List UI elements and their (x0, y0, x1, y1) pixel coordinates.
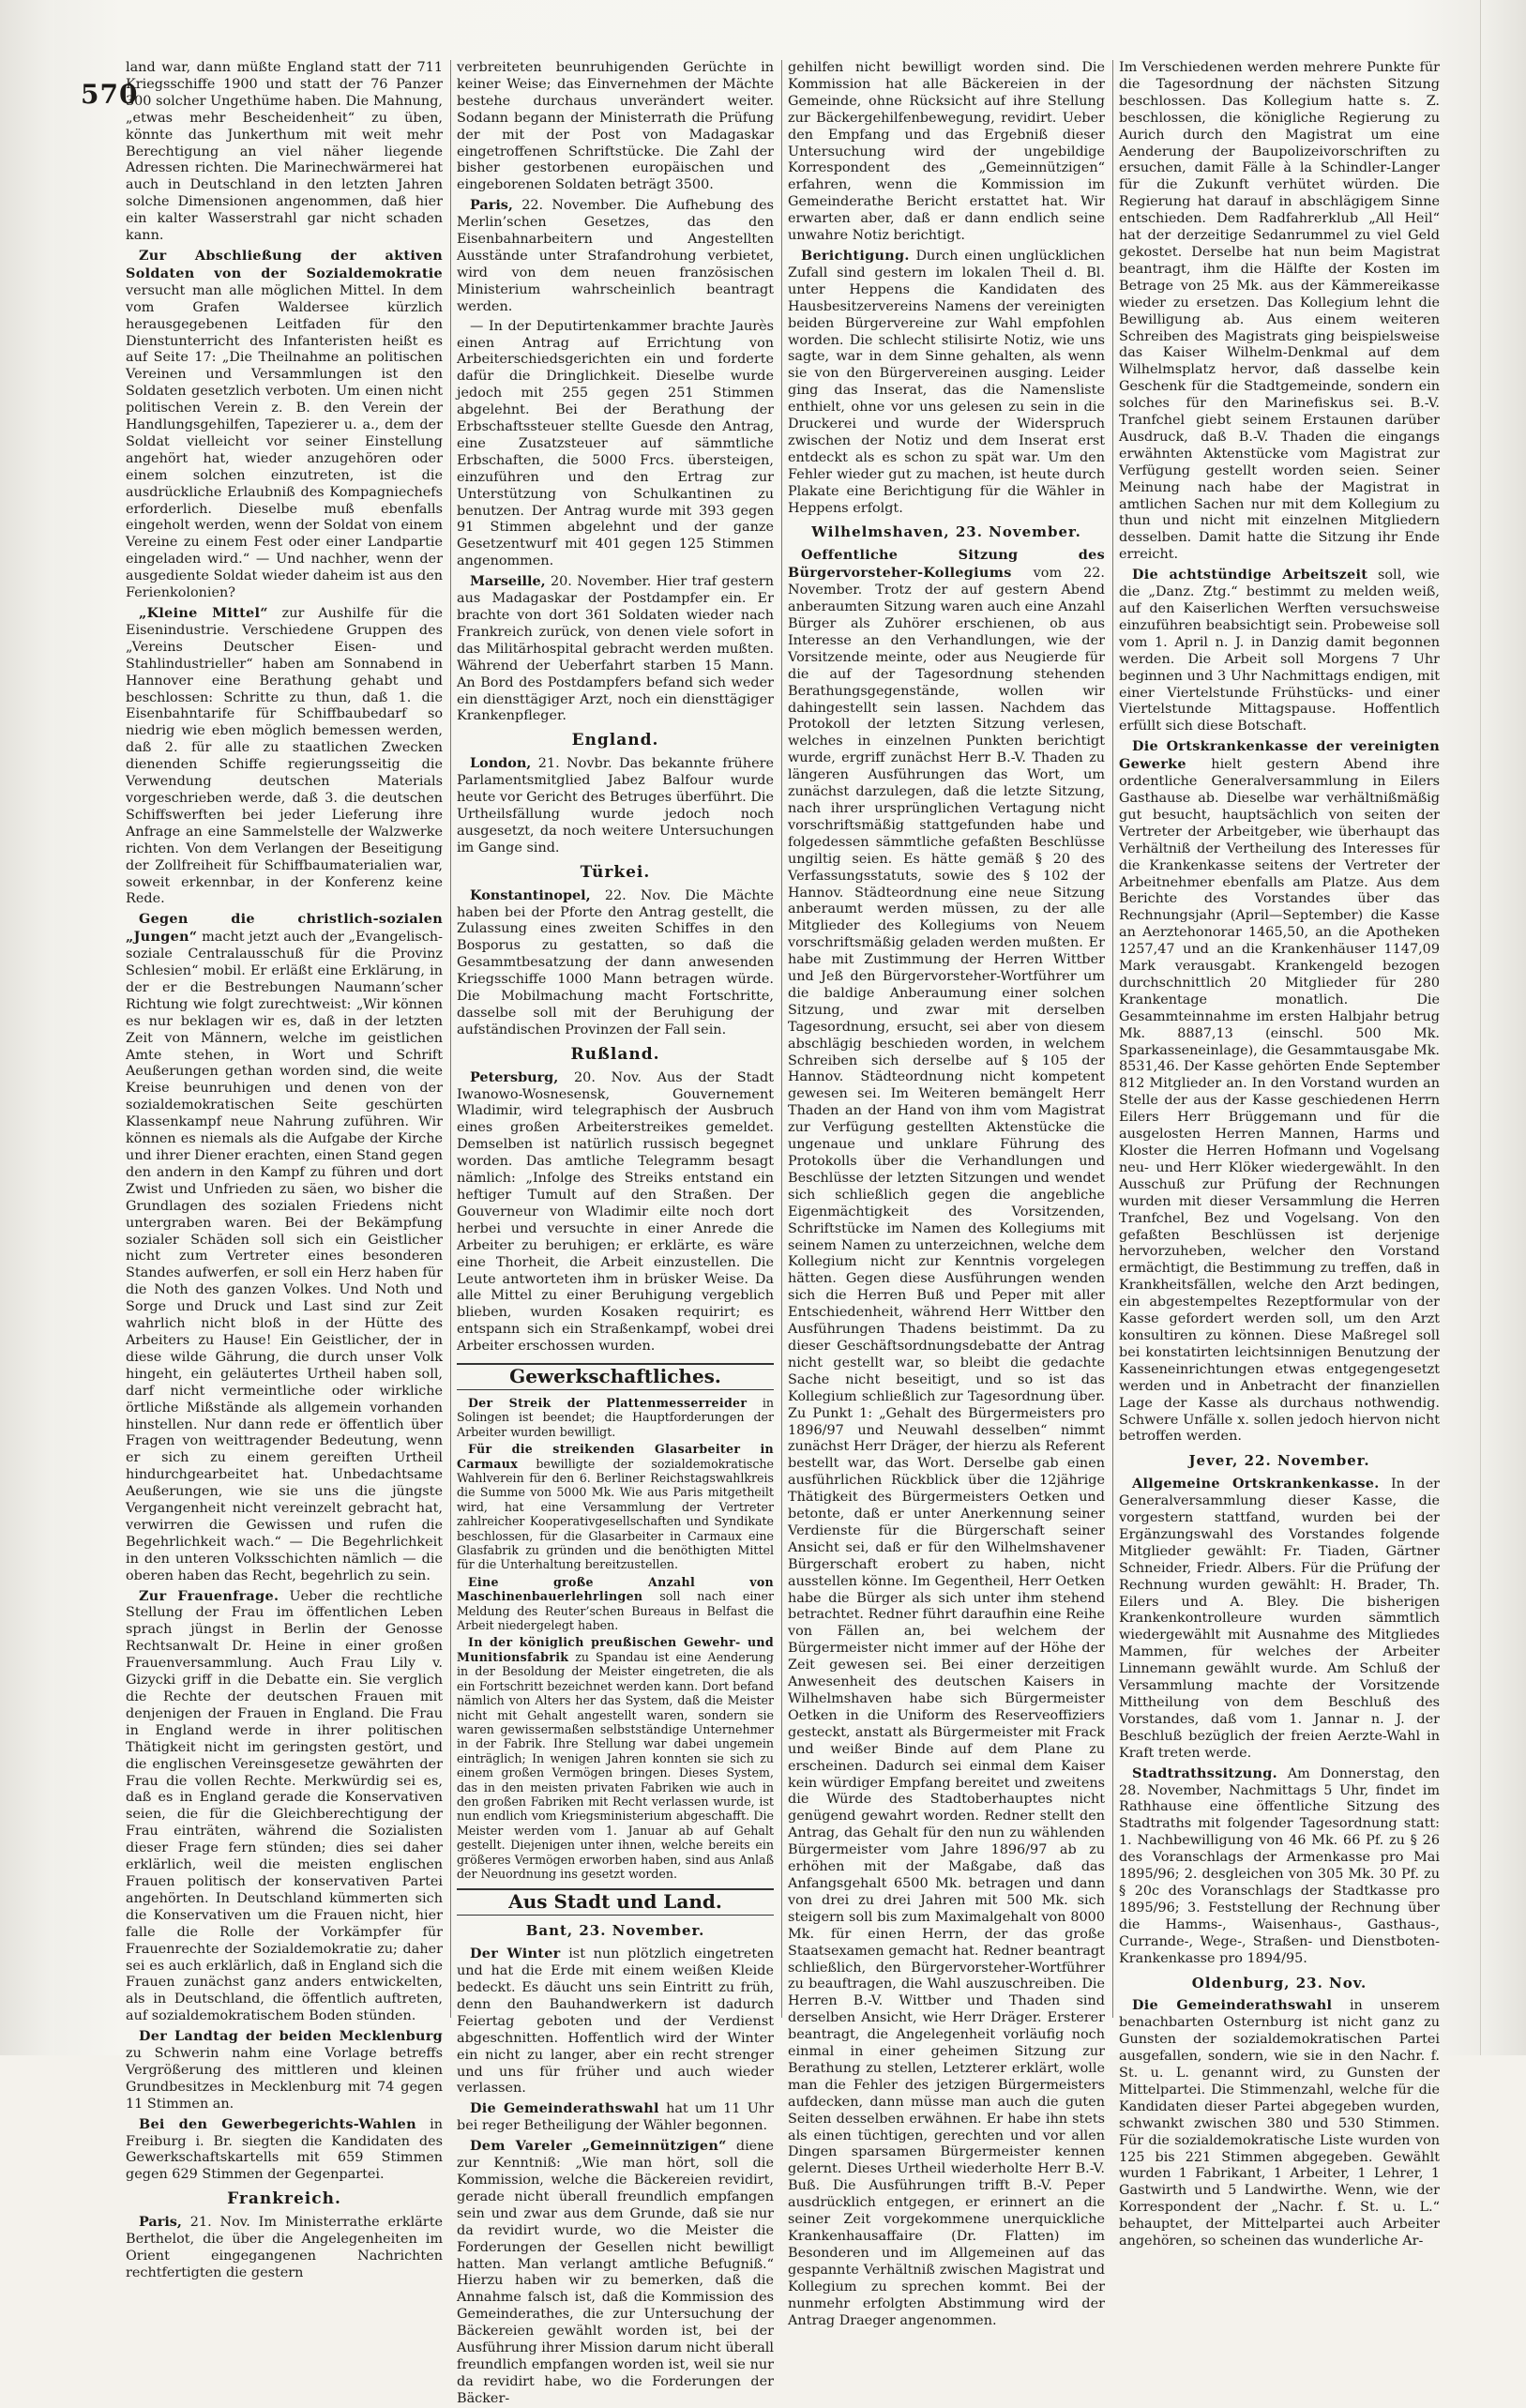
page-left-margin (0, 0, 54, 2055)
article-text: 22. Nov. Die Mächte haben bei der Pforte den Antrag gestellt, die Zulassung eines zweiten Schiffes in den Bosporus zu gestatten, so daß die Gesammtbesatzung der dann anwesenden Kriegsschiffe 1000 Mann betragen würde. Die Mobilmachung macht Fortschritte, dasselbe soll mit der Beruhigung der aufständischen Provinzen der Fall sein. (457, 887, 774, 1037)
article-text: vom 22. November. Trotz der auf gestern Abend anberaumten Sitzung waren auch eine Anzahl Bürger als Zuhörer erschienen, ob aus Interesse an den Verhandlungen, wie der Vorsitzende meinte, oder aus Neugierde für die auf der Tagesordnung stehenden Berathungsgegenstände, wollen wir dahingestellt sein lassen. Nachdem das Protokoll der letzten Sitzung verlesen, welches in einzelnen Punkten berichtigt wurde, ergriff zunächst Herr B.-V. Thaden zu längeren Ausführungen das Wort, um zunächst darzulegen, daß die letzte Sitzung, nach ihrer ursprünglichen Vertagung nicht vorschriftsmäßig stattgefunden habe und folgedessen sämmtliche gefaßten Beschlüsse ungiltig seien. Es hätte gemäß § 20 des Verfassungsstatuts, sowie des § 102 der Hannov. Städteordnung eine neue Sitzung anberaumt werden müssen, zu der alle Mitglieder des Kollegiums von Neuem vorschriftsmäßig geladen werden mußten. Er habe mit Zustimmung der Herren Wittber und Jeß den Bürgervorsteher-Wortführer um die baldige Anberaumung einer solchen Sitzung, und zwar mit derselben Tagesordnung, ersucht, sei aber von diesem abschlägig beschieden worden, in welchem Schreiben sich derselbe auf § 105 der Hannov. Städteordnung nicht kompetent gewesen sei. Im Weiteren bemängelt Herr Thaden an der Hand von ihm vom Magistrat zur Verfügung gestellten Aktenstücke die ungenaue und unklare Führung des Protokolls über die Verhandlungen und Beschlüsse der letzten Sitzungen und wendet sich schließlich gegen die angebliche Eigenmächtigkeit des Vorsitzenden, Schriftstücke im Namen des Kollegiums mit seinem Namen zu unterzeichnen, welche dem Kollegium nicht zur Kenntnis vorgelegen hätten. Gegen diese Ausführungen wenden sich die Herren Buß und Peper mit aller Entschiedenheit, während Herr Wittber den Ausführungen Thadens beistimmt. Da zu dieser Geschäftsordnungsdebatte der Antrag nicht gestellt war, so bleibt die gedachte Sache nicht beseitigt, und so ist das Kollegium schließlich zur Tagesordnung über. Zu Punkt 1: „Gehalt des Bürgermeisters pro 1896/97 und Neuwahl desselben“ nimmt zunächst Herr Dräger, der hierzu als Referent bestellt war, das Wort. Derselbe gab einen ausführlichen Rückblick über die 12jährige Thätigkeit des Bürgermeisters Oetken und betonte, daß er unter Anerkennung seiner Verdienste für die Bürgerschaft seiner Ansicht sei, daß er für den Wilhelmshavener Bürgerschaft erobert zu haben, nicht ausstellen könne. Im Gegentheil, Herr Oetken habe die Bürger als sich unter ihm stehend betrachtet. Redner führt daraufhin eine Reihe von Fällen an, bei welchem der Bürgermeister nicht immer auf der Höhe der Zeit gewesen sei. Bei einer derzeitigen Anwesenheit des deutschen Kaisers in Wilhelmshaven habe sich Bürgermeister Oetken in die Uniform des Reserveoffiziers gesteckt, anstatt als Bürgermeister mit Frack und weißer Binde auf dem Plane zu erscheinen. Dadurch sei einmal dem Kaiser kein würdiger Empfang bereitet und zweitens die Würde des Stadtoberhauptes nicht genügend gewahrt worden. Redner stellt den Antrag, das Gehalt für den nun zu wählenden Bürgermeister vom Jahre 1896/97 ab zu erhöhen mit der Maßgabe, daß das Anfangsgehalt 6500 Mk. betragen und dann von drei zu drei Jahren mit 500 Mk. sich steigern soll bis zum Maximalgehalt von 8000 Mk. für einen Herrn, der das große Staatsexamen gemacht hat. Redner beantragt schließlich, den Bürgervorsteher-Wortführer zu beauftragen, die Wahl auszuschreiben. Die Herren B.-V. Wittber und Thaden sind derselben Ansicht, wie Herr Dräger. Ersterer beantragt, die Angelegenheit vorläufig noch einmal in einer geheimen Sitzung zur Berathung zu stellen, Letzterer erklärt, wolle man die Fehler des jetzigen Bürgermeisters aufdecken, dann müsse man auch die guten Seiten desselben erwähnen. Er habe ihn stets als einen tüchtigen, gerechten und vor allen Dingen sparsamen Bürgermeister kennen gelernt. Dieses Urtheil wiederholte Herr B.-V. Buß. Die Ausführungen trifft B.-V. Peper ausdrücklich entgegen, er erinnert an die seiner Zeit vorgekommene unerquickliche Krankenhausaffaire (Dr. Flatten) im Besonderen und im Allgemeinen auf das gespannte Verhältniß zwischen Magistrat und Kollegium zu sprechen kommt. Bei der nunmehr erfolgten Abstimmung wird der Antrag Draeger angenommen. (788, 566, 1105, 2328)
article-keyword: Der Landtag der beiden Mecklenburg (139, 2028, 443, 2045)
article-dateline: Petersburg, (470, 1068, 559, 1085)
article-keyword: Für die streikenden Glasarbeiter in Carmaux (457, 1442, 774, 1471)
article-text: 21. Nov. Im Ministerrathe erklärte Berthelot, die über die Angelegenheiten im Orient eingegangenen Nachrichten rechtfertigten die gestern (126, 2215, 443, 2280)
article-text: 22. November. Die Aufhebung des Merlin’schen Gesetzes, das den Eisenbahnarbeitern und Angestellten Ausstände unter Strafandrohung verbietet, wird von dem neuen französischen Ministerium wahrscheinlich beantragt werden. (457, 198, 774, 314)
article-paragraph (457, 1635, 774, 1881)
article-keyword: Die Gemeinderathswahl (1132, 1997, 1333, 2014)
section-heading: Gewerkschaftliches. (457, 1363, 774, 1390)
article-keyword: Oeffentliche Sitzung des Bürgervorsteher-Kollegiums (788, 547, 1105, 582)
dateline-heading: Oldenburg, 23. Nov. (1191, 1974, 1367, 1992)
article-dateline: Paris, (470, 197, 513, 214)
article-paragraph (457, 319, 774, 571)
column-rule (450, 60, 451, 2018)
column-1 (126, 60, 443, 2280)
article-paragraph (126, 60, 443, 245)
section-heading: England. (571, 731, 659, 750)
article-paragraph (457, 1946, 774, 2098)
section-heading: Aus Stadt und Land. (457, 1888, 774, 1916)
small-print-block (457, 1635, 774, 1881)
article-text: 20. Nov. Aus der Stadt Iwanowo-Wosnesensk, Gouvernement Wladimir, wird telegraphisch der Ausbruch eines großen Arbeiterstreikes gemeldet. Demselben ist natürlich russisch begegnet worden. Das amtliche Telegramm besagt nämlich: „Infolge des Streiks entstand ein heftiger Tumult auf den Straßen. Der Gouverneur von Wladimir eilte noch dort herbei und versuchte in einer Anrede die Arbeiter zu beruhigen; er erklärte, es wäre eine Thorheit, die Arbeit einzustellen. Die Leute antworteten ihm in brüsker Weise. Da alle Mittel zu einer Beruhigung vergeblich blieben, wurden Kosaken requirirt; es entspann sich ein Straßenkampf, wobei drei Arbeiter erschossen wurden. (457, 1069, 774, 1355)
article-paragraph (457, 573, 774, 725)
dateline-heading: Bant, 23. November. (525, 1922, 705, 1940)
small-print-block (457, 1442, 774, 1572)
article-text: — In der Deputirtenkammer brachte Jaurès einen Antrag auf Errichtung von Arbeiterschiedsgerichten ein und forderte dafür die Dringlichkeit. Dieselbe wurde jedoch mit 255 gegen 251 Stimmen abgelehnt. Bei der Berathung der Erbschaftssteuer stellte Guesde den Antrag, eine Zusatzsteuer auf sämmtliche Erbschaften, die 5000 Frcs. übersteigen, einzuführen und den Ertrag zur Unterstützung von Schulkantinen zu benutzen. Der Antrag wurde mit 393 gegen 91 Stimmen abgelehnt und der ganze Gesetzentwurf mit 401 gegen 125 Stimmen angenommen. (457, 318, 774, 569)
small-print-block (457, 1575, 774, 1633)
article-text: 20. November. Hier traf gestern aus Madagaskar der Postdampfer ein. Er brachte von dort 361 Soldaten wieder nach Frankreich zurück, von denen viele sofort in das Militärhospital gebracht werden mußten. Während der Ueberfahrt starben 15 Mann. An Bord des Postdampfers befand sich weder ein diensttägiger Arzt, noch ein diensttägiger Krankenpfleger. (457, 574, 774, 724)
article-keyword: „Kleine Mittel“ (139, 605, 268, 621)
article-paragraph (457, 887, 774, 1039)
article-paragraph (457, 1575, 774, 1633)
article-paragraph (1119, 1476, 1440, 1762)
article-text: Im Verschiedenen werden mehrere Punkte für die Tagesordnung der nächsten Sitzung beschlossen. Das Kollegium hatte s. Z. beschlossen, die königliche Regierung zu Aurich durch den Magistrat um eine Aenderung der Baupolizeivorschriften zu ersuchen, damit Fälle à la Schindler-Langer für die Zukunft verhütet würden. Die Regierung hat darauf in abschlägigem Sinne entschieden. Dem Radfahrerklub „All Heil“ hat der derzeitige Sedanrummel zu viel Geld gekostet. Derselbe hat nun beim Magistrat beantragt, ihm die Hälfte der Kosten im Betrage von 25 Mk. aus der Kämmereikasse wieder zu ersetzen. Das Kollegium lehnt die Bewilligung ab. Aus einem weiteren Schreiben des Magistrats ging beispielsweise das Kaiser Wilhelm-Denkmal auf dem Wilhelmsplatz hervor, daß dasselbe kein Geschenk für die Stadtgemeinde, sondern ein solches für den Marinefiskus sei. B.-V. Tranfchel giebt seinem Erstaunen darüber Ausdruck, daß B.-V. Thaden die eingangs erwähnten Aktenstücke vom Magistrat zur Verfügung gestellt worden seien. Seiner Meinung nach habe der Magistrat in amtlichen Sachen nur mit dem Kollegium zu thun und nicht mit einzelnen Mitgliedern desselben. Damit hatte die Sitzung ihr Ende erreicht. (1119, 60, 1440, 563)
column-2 (457, 60, 774, 2406)
article-paragraph (457, 197, 774, 315)
article-text: hat um 11 Uhr bei reger Betheiligung der Wähler begonnen. (457, 2101, 774, 2134)
page-number: 570 (81, 79, 139, 110)
article-paragraph (457, 1396, 774, 1439)
dateline-heading: Wilhelmshaven, 23. November. (811, 523, 1081, 541)
article-keyword: Die Ortskrankenkasse der vereinigten Gewerke (1119, 738, 1440, 773)
article-keyword: Zur Frauenfrage. (139, 1587, 280, 1604)
article-paragraph (1119, 567, 1440, 735)
article-paragraph (126, 605, 443, 908)
article-keyword: Dem Vareler „Gemeinnützigen“ (470, 2138, 727, 2155)
article-paragraph (457, 2100, 774, 2135)
article-text: gehilfen nicht bewilligt worden sind. Die Kommission hat alle Bäckereien in der Gemeinde, ohne Rücksicht auf ihre Stellung zur Bäckergehilfenbewegung, revidirt. Ueber den Empfang und das Ergebniß dieser Untersuchung wird der ungebildige Korrespondent des „Gemeinnützigen“ erfahren, wenn die Kommission im Gemeinderathe Bericht erstattet hat. Wir erwarten aber, daß er dann endlich seine unwahre Notiz berichtigt. (788, 60, 1105, 244)
column-4 (1119, 60, 1440, 2249)
article-text: soll nach einer Meldung des Reuter’schen Bureaus in Belfast die Arbeit niedergelegt haben. (457, 1589, 774, 1633)
article-paragraph (1119, 1765, 1440, 1968)
article-text: In der Generalversammlung dieser Kasse, die vorgestern stattfand, wurden bei der Ergänzungswahl des Vorstandes folgende Mitglieder gewählt: Fr. Tiaden, Gärtner Schneider, Friedr. Albers. Für die Prüfung der Rechnung wurden gewählt: H. Brader, Th. Eilers und A. Bley. Die bisherigen Krankenkontrolleure wurden sämmtlich wiedergewählt mit Ausnahme des Mitgliedes Mammen, für welches der Arbeiter Linnemann gewählt wurde. Am Schluß der Versammlung machte der Vorsitzende Mittheilung von dem Beschluß des Vorstandes, daß vom 1. Jannar n. J. der Beschluß bezüglich der freien Aerzte-Wahl in Kraft treten werde. (1119, 1477, 1440, 1761)
article-dateline: Konstantinopel, (470, 886, 591, 903)
article-keyword: Zur Abschließung der aktiven Soldaten von der Sozialdemokratie (126, 247, 443, 281)
dateline-heading: Jever, 22. November. (1188, 1452, 1370, 1470)
page-right-margin (1480, 0, 1526, 2055)
article-text: ist nun plötzlich eingetreten und hat die Erde mit einem weißen Kleide bedeckt. Es däucht uns sein Eintritt zu früh, denn den Bauhandwerkern ist dadurch Feiertag geboten und der Verdienst abgeschnitten. Hoffentlich wird der Winter ein nicht zu langer, aber ein recht strenger und uns für früher und auch wieder verlassen. (457, 1946, 774, 2097)
article-paragraph (126, 2028, 443, 2113)
article-text: zu Spandau ist eine Aenderung in der Besoldung der Meister eingetreten, die als ein Fortschritt bezeichnet werden kann. Dort befand nämlich von Alters her das System, daß die Meister nicht mit Gehalt angestellt waren, sondern sie waren gewissermaßen selbstständige Unternehmer in der Fabrik. Ihre Stellung war dabei ungemein einträglich; In wenigen Jahren konnten sie sich zu einem großen Vermögen bringen. Dieses System, das in den meisten privaten Fabriken wie auch in den großen Fabriken mit Recht verlassen wurde, ist nun endlich vom Kriegsministerium abgeschafft. Die Meister werden vom 1. Januar ab auf Gehalt gestellt. Diejenigen unter ihnen, welche bereits ein größeres Vermögen erworben haben, sind aus Anlaß der Neuordnung ins gesetzt worden. (457, 1649, 774, 1881)
article-keyword: Der Streik der Plattenmesserreider (468, 1395, 748, 1410)
section-heading: Frankreich. (227, 2189, 341, 2209)
article-text: hielt gestern Abend ihre ordentliche Generalversammlung in Eilers Gasthause ab. Dieselbe war verhältnißmäßig gut besucht, hauptsächlich von seiten der Vertreter der Arbeitgeber, wie überhaupt das Verhältniß der Vertheilung des Interesses für die Krankenkasse seitens der Vertreter der Arbeitnehmer ebenfalls am Platze. Aus dem Berichte des Vorstandes über das Rechnungsjahr (April—September) die Kasse an Aerztehonorar 1465,50, an die Apotheken 1257,47 und an die Krankenhäuser 1147,09 Mark verausgabt. Krankengeld bezogen durchschnittlich 20 Mitglieder für 280 Krankentage monatlich. Die Gesammteinnahme im ersten Halbjahr betrug Mk. 8887,13 (einschl. 500 Mk. Sparkasseneinlage), die Gesammtausgabe Mk. 8531,46. Der Kasse gehörten Ende September 812 Mitglieder an. In den Vorstand wurden an Stelle der aus der Kasse geschiedenen Herrn Eilers Herr Brüggemann und für die ausgelosten Herren Mannen, Harms und Kloster die Herren Hofmann und Vogelsang neu- und Herr Klöker wiedergewählt. In den Ausschuß zur Prüfung der Rechnungen wurden mit dieser Versammlung die Herren Tranfchel, Bez und Vogelsang. Von den gefaßten Beschlüssen ist derjenige hervorzuheben, welcher den Vorstand ermächtigt, die Bestimmung zu treffen, daß in Krankheitsfällen, welche den Arzt bedingen, ein abgestempeltes Rezeptformular von der Kasse gefordert werden soll, um den Arzt konsultiren zu können. Diese Maßregel soll bei konstatirten leichtsinnigen Benutzung der Kasseneinrichtungen etwas entgegengesetzt werden und in Anbetracht der finanziellen Lage der Kasse als durchaus nothwendig. Schwere Unfälle x. sollen jedoch hiervon nicht betroffen werden. (1119, 757, 1440, 1445)
article-keyword: Gegen die christlich-sozialen „Jungen“ (126, 911, 443, 946)
article-keyword: Die Gemeinderathswahl (470, 2100, 659, 2117)
column-rule (1112, 60, 1113, 2018)
article-paragraph (457, 2138, 774, 2408)
article-paragraph (126, 911, 443, 1584)
article-text: land war, dann müßte England statt der 711 Kriegsschiffe 1900 und statt der 76 Panzer 300 solcher Ungethüme haben. Die Mahnung, „etwas mehr Bescheidenheit“ zu üben, könnte das Junkerthum mit weit mehr Berechtigung an viel näher liegende Adressen richten. Die Marinechwärmerei hat auch in Deutschland in den letzten Jahren solche Dimensionen angenommen, daß hier ein kalter Wasserstrahl gar nicht schaden kann. (126, 60, 443, 244)
article-keyword: Berichtigung. (801, 247, 910, 264)
article-paragraph (457, 1442, 774, 1572)
article-paragraph (1119, 1997, 1440, 2250)
article-paragraph (126, 2116, 443, 2185)
column-rule (781, 60, 782, 2018)
article-paragraph (788, 60, 1105, 245)
article-text: in Freiburg i. Br. siegten die Kandidaten des Gewerkschaftskartells mit 659 Stimmen gegen 629 Stimmen der Gegenpartei. (126, 2116, 443, 2183)
article-text: diene zur Kenntniß: „Wie man hört, soll die Kommission, welche die Bäckereien revidirt, gerade nicht überall freundlich empfangen sein und zwar aus dem Grunde, daß sie nur da revidirt wurde, wo die Meister die Forderungen der Gesellen nicht bewilligt hatten. Man verlangt amtliche Befugniß.“ Hierzu haben wir zu bemerken, daß die Annahme falsch ist, daß die Kommission des Gemeinderathes, die zur Untersuchung der Bäckereien gewählt worden ist, bei der Ausführung ihrer Mission darum nicht überall freundlich empfangen worden ist, weil sie nur da revidirt habe, wo die Forderungen der Bäcker- (457, 2139, 774, 2406)
article-paragraph (1119, 738, 1440, 1446)
article-keyword: Die achtstündige Arbeitszeit (1132, 567, 1368, 583)
article-dateline: Marseille, (470, 573, 546, 590)
article-keyword: Bei den Gewerbegerichts-Wahlen (139, 2115, 416, 2132)
article-keyword: Allgemeine Ortskrankenkasse. (1132, 1476, 1380, 1492)
article-keyword: Stadtrathssitzung. (1132, 1764, 1277, 1781)
article-dateline: Paris, (139, 2214, 182, 2231)
article-text: soll, wie die „Danz. Ztg.“ bestimmt zu melden weiß, auf den Kaiserlichen Werften versuchsweise einzuführen beabsichtigt sein. Probeweise soll vom 1. April n. J. in Danzig damit begonnen werden. Die Arbeit soll Morgens 7 Uhr beginnen und 3 Uhr Nachmittags endigen, mit einer Viertelstunde Frühstücks- und einer Viertelstunde Mittagspause. Hoffentlich erfüllt sich diese Botschaft. (1119, 568, 1440, 735)
article-text: macht jetzt auch der „Evangelisch-soziale Centralausschuß für die Provinz Schlesien“ mobil. Er erläßt eine Erklärung, in der er die Bestrebungen Naumann’scher Richtung wie folgt zurechtweist: „Wir können es nur beklagen wir es, daß in der letzten Zeit von Männern, welche im geistlichen Amte stehen, in Wort und Schrift Aeußerungen gethan worden sind, die weite Kreise beunruhigen und denen von der sozialdemokratischen Seite geschürten Klassenkampf neue Nahrung zuführen. Wir können es niemals als die Aufgabe der Kirche und ihrer Diener erachten, einen Stand gegen den andern in den Kampf zu führen und dort Zwist und Unfrieden zu säen, wo bisher die Grundlagen des sozialen Friedens nicht untergraben waren. Bei der Bekämpfung sozialer Schäden soll sich ein Geistlicher nicht zum Vertreter eines besonderen Standes aufwerfen, er soll ein Herz haben für die Noth des ganzen Volkes. Und Noth und Sorge und Druck und Last sind zur Zeit wahrlich nicht bloß in der Hütte des Arbeiters zu Hause! Ein Geistlicher, der in diese wilde Gährung, die durch unser Volk hingeht, ein geläutertes Urtheil haben soll, darf nicht vermeintliche oder wirkliche örtliche Mißstände als allgemein vorhanden hinstellen. Nur dann rede er öffentlich über Fragen von weittragender Bedeutung, wenn er sich zu einem gereiften Urtheil hindurchgearbeitet hat. Unbedachtsame Aeußerungen, wie sie uns die jüngste Vergangenheit nicht vereinzelt gebracht hat, verwirren die Gewissen und rufen die Begehrlichkeit wach.“ — Die Begehrlichkeit in den unteren Volksschichten nämlich — die oberen haben das Recht, begehrlich zu sein. (126, 930, 443, 1583)
article-keyword: Der Winter (470, 1946, 561, 1962)
section-heading: Rußland. (570, 1044, 660, 1064)
article-text: Durch einen unglücklichen Zufall sind gestern im lokalen Theil d. Bl. unter Heppens die Kandidaten des Hausbesitzervereins Namens der vereinigten beiden Bürgervereine zur Wahl empfohlen worden. Die schlecht stilisirte Notiz, wie uns sagte, war in dem Sinne gehalten, als wenn sie von den Bürgervereinen ausging. Leider ging das Inserat, das die Namensliste enthielt, ohne vor uns gelesen zu sein in die Druckerei und wurde der Widerspruch zwischen der Notiz und dem Inserat erst entdeckt als es schon zu spät war. Um den Fehler wieder gut zu machen, ist heute durch Plakate eine Berichtigung für die Wähler in Heppens erfolgt. (788, 248, 1105, 516)
article-text: Am Donnerstag, den 28. November, Nachmittags 5 Uhr, findet im Rathhause eine öffentliche Sitzung des Stadtraths mit folgender Tagesordnung statt: 1. Nachbewilligung von 46 Mk. 66 Pf. zu § 26 des Voranschlags der Armenkasse pro Mai 1895/96; 2. desgleichen von 305 Mk. 30 Pf. zu § 20c des Voranschlags der Stadtkasse pro 1895/96; 3. Feststellung der Rechnung über die Hamms-, Waisenhaus-, Gasthaus-, Currande-, Wege-, Straßen- und Dienstboten-Krankenkasse pro 1894/95. (1119, 1765, 1440, 1966)
article-text: versucht man alle möglichen Mittel. In dem vom Grafen Waldersee kürzlich herausgegebenen Leitfaden für den Dienstunterricht des Infanteristen heißt es auf Seite 17: „Die Theilnahme an politischen Vereinen und Versammlungen ist den Soldaten gesetzlich verboten. Um einen nicht politischen Verein z. B. den Verein der Handlungsgehilfen, Tapezierer u. a., dem der Soldat vielleicht vor seiner Einstellung angehört hat, wieder anzugehören oder einem solchen einzutreten, ist die ausdrückliche Erlaubniß des Kompagniechefs erforderlich. Dieselbe muß ebenfalls eingeholt werden, wenn der Soldat von einem Vereine zu einem Fest oder einer Landpartie eingeladen wird.“ — Und nachher, wenn der ausgediente Soldat wieder daheim ist aus den Ferienkolonien? (126, 282, 443, 601)
article-text: zu Schwerin nahm eine Vorlage betreffs Vergrößerung des mittleren und kleinen Grundbesitzes in Mecklenburg mit 74 gegen 11 Stimmen an. (126, 2046, 443, 2112)
article-paragraph (788, 547, 1105, 2329)
column-3 (788, 60, 1105, 2328)
article-paragraph (457, 1069, 774, 1355)
article-text: Ueber die rechtliche Stellung der Frau im öffentlichen Leben sprach jüngst in Berlin der Genosse Rechtsanwalt Dr. Heine in einer großen Frauenversammlung. Auch Frau Lily v. Gizycki griff in die Debatte ein. Sie verglich die Rechte der deutschen Frauen mit denjenigen der Frauen in England. Die Frau in England werde in ihrer politischen Thätigkeit nicht im geringsten gestört, und die englischen Vereinsgesetze gewährten der Frau die vollen Rechte. Merkwürdig sei es, daß es in England gerade die Konservativen seien, die für die Gleichberechtigung der Frau einträten, während die Sozialisten dieser Frage fern stünden; dies sei daher erklärlich, weil die meisten englischen Frauen politisch der konservativen Partei angehörten. In Deutschland kümmerten sich die Konservativen um die Frauen nicht, hier falle die Rolle der Vorkämpfer für Frauenrechte der Sozialdemokratie zu; daher sei es auch erklärlich, daß in England sich die Frauen zunächst ganz anders entwickelten, als in Deutschland, die öffentlich auftreten, auf sozialdemokratischem Boden stünden. (126, 1588, 443, 2024)
article-paragraph (1119, 60, 1440, 564)
article-paragraph (126, 248, 443, 602)
article-text: in Solingen ist beendet; die Hauptforderungen der Arbeiter wurden bewilligt. (457, 1395, 774, 1439)
article-paragraph (126, 1588, 443, 2026)
article-keyword: In der königlich preußischen Gewehr- und Munitionsfabrik (457, 1635, 774, 1664)
article-keyword: Eine große Anzahl von Maschinenbauerlehrlingen (457, 1574, 774, 1604)
article-dateline: London, (470, 755, 532, 772)
article-text: 21. Novbr. Das bekannte frühere Parlamentsmitglied Jabez Balfour wurde heute vor Gericht des Betruges überführt. Die Urtheilsfällung wurde jedoch noch ausgesetzt, da noch weitere Untersuchungen im Gange sind. (457, 756, 774, 856)
article-text: verbreiteten beunruhigenden Gerüchte in keiner Weise; das Einvernehmen der Mächte bestehe durchaus unverändert weiter. Sodann begann der Ministerrath die Prüfung der mit der Post von Madagaskar eingetroffenen Schriftstücke. Die Zahl der bisher gestorbenen europäischen und eingeborenen Soldaten beträgt 3500. (457, 60, 774, 193)
article-paragraph (457, 755, 774, 856)
article-text: zur Aushilfe für die Eisenindustrie. Verschiedene Gruppen des „Vereins Deutscher Eisen- und Stahlindustrieller“ haben am Sonnabend in Hannover eine Berathung gehabt und beschlossen: Schritte zu thun, daß 1. die Eisenbahntarife für Schiffbaubedarf so niedrig wie eben möglich bemessen werden, daß 2. für alle zu staatlichen Zwecken dienenden Schiffe regierungsseitig die Verwendung deutschen Materials vorgeschrieben werde, daß 3. die deutschen Schiffswerften bei jeder Lieferung ihre Anfrage an eine Sammelstelle der Walzwerke richten. Von dem Verlangen der Beseitigung der Zollfreiheit für Schiffbaumaterialien war, soweit erkennbar, in der Konferenz keine Rede. (126, 606, 443, 907)
small-print-block (457, 1396, 774, 1439)
article-paragraph (788, 248, 1105, 518)
section-heading: Türkei. (580, 862, 651, 882)
article-paragraph (126, 2214, 443, 2282)
article-paragraph (457, 60, 774, 194)
article-text: bewilligte der sozialdemokratische Wahlverein für den 6. Berliner Reichstagswahlkreis die Summe von 5000 Mk. Wie aus Paris mitgetheilt wird, hat eine Versammlung der Vertreter zahlreicher Kooperativgesellschaften und Syndikate beschlossen, für die Glasarbeiter in Carmaux eine Glasfabrik zu gründen und die benöthigten Mittel für die Unterhaltung bereitzustellen. (457, 1456, 774, 1572)
article-text: in unserem benachbarten Osternburg ist nicht ganz zu Gunsten der sozialdemokratischen Partei ausgefallen, sondern, wie sie in den Nachr. f. St. u. L. genannt wird, zu Gunsten der Mittelpartei. Die Stimmenzahl, welche für die Kandidaten dieser Partei abgegeben wurden, schwankt zwischen 380 und 530 Stimmen. Für die sozialdemokratische Liste wurden von 125 bis 221 Stimmen abgegeben. Gewählt wurden 1 Fabrikant, 1 Arbeiter, 1 Lehrer, 1 Gastwirth und 5 Landwirthe. Wenn, wie der Korrespondent der „Nachr. f. St. u. L.“ behauptet, der Mittelpartei auch Arbeiter angehören, so scheinen das wunderliche Ar- (1119, 1998, 1440, 2249)
